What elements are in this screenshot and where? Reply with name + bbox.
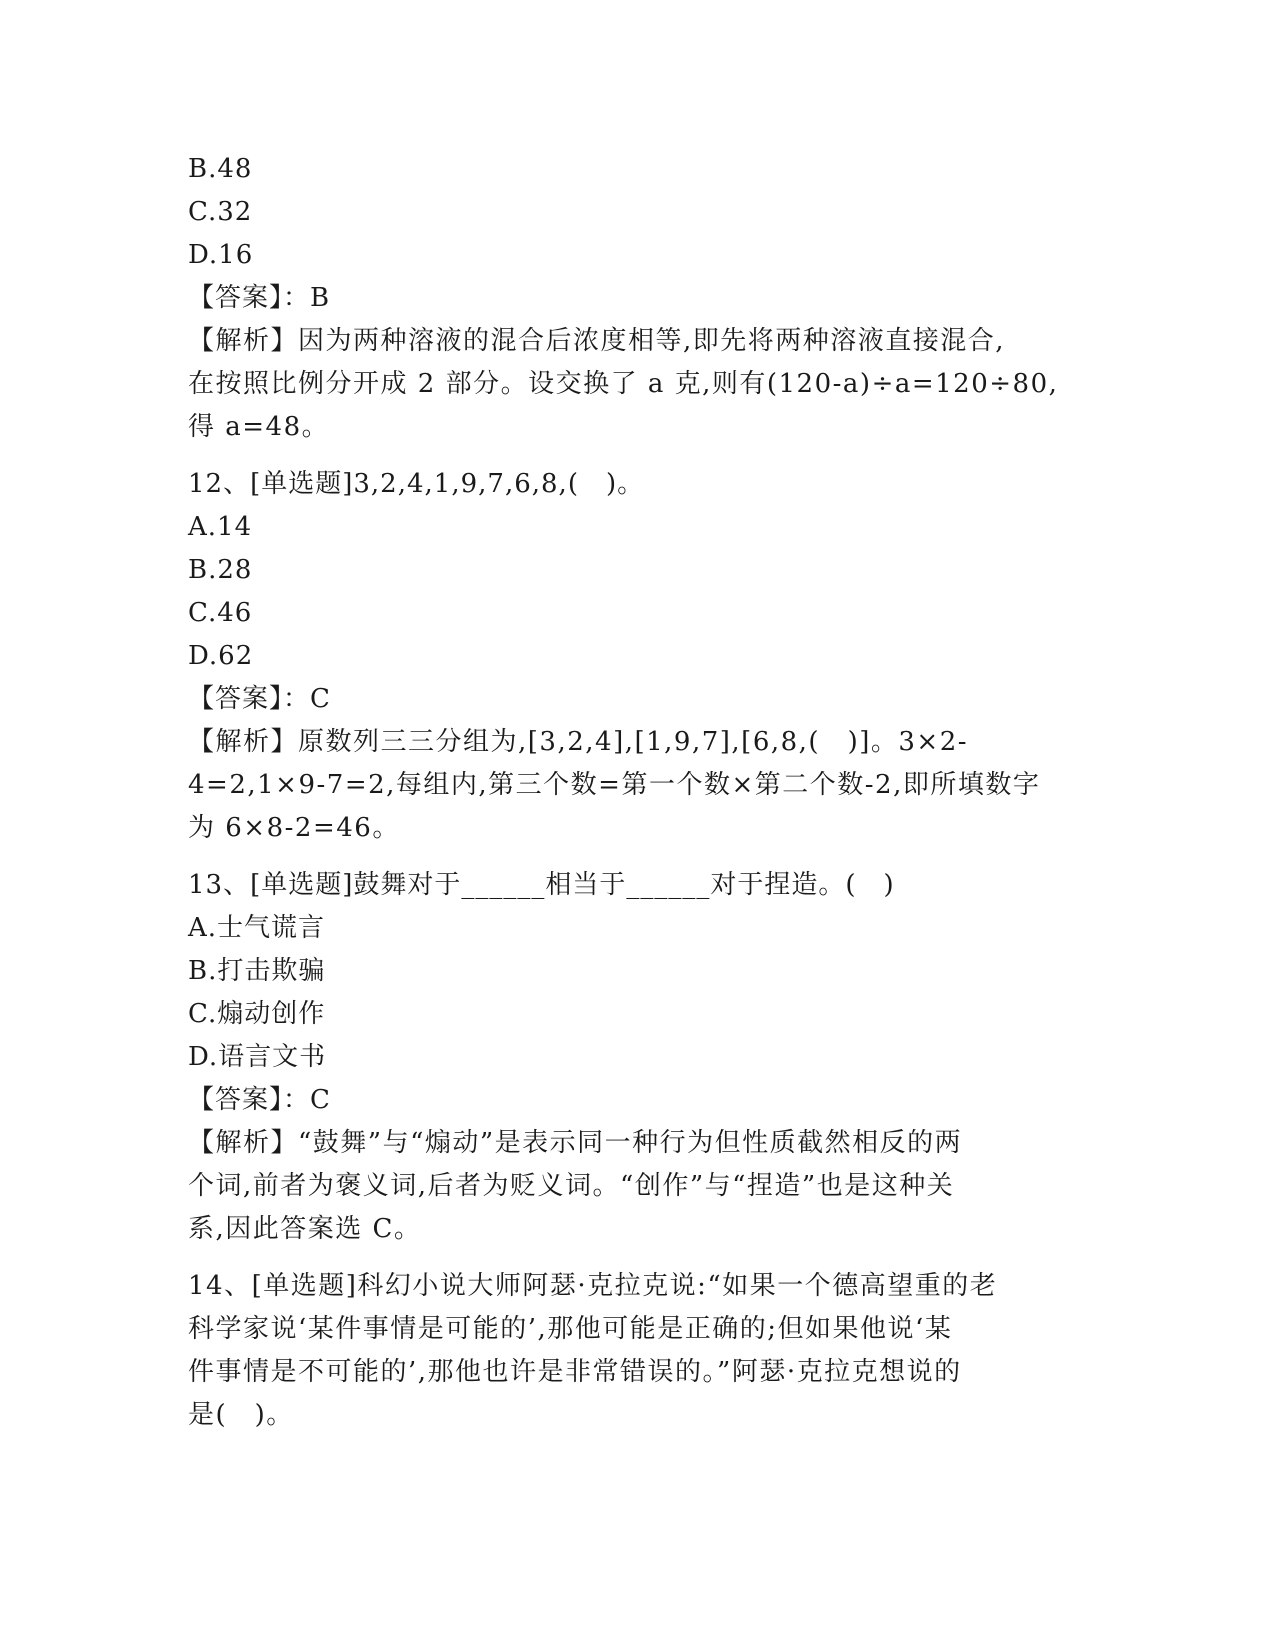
option-b: B.打击欺骗 (188, 956, 326, 986)
question-13 (188, 864, 1088, 1251)
option-c: C.煽动创作 (188, 999, 326, 1029)
question-14 (188, 1265, 1088, 1437)
option-d: D.16 (188, 240, 254, 270)
option-a: A.14 (188, 512, 253, 542)
option-a: A.士气谎言 (188, 913, 326, 943)
analysis-line: 4=2,1×9-7=2,每组内,第三个数=第一个数×第二个数-2,即所填数字 (188, 770, 1041, 800)
question-stem: 12、[单选题]3,2,4,1,9,7,6,8,( )。 (188, 469, 645, 499)
analysis-line: 为 6×8-2=46。 (188, 813, 400, 843)
answer: 【答案】：C (188, 1085, 331, 1115)
option-b: B.28 (188, 555, 253, 585)
option-c: C.32 (188, 197, 253, 227)
analysis-line: 在按照比例分开成 2 部分。设交换了 a 克,则有(120-a)÷a=120÷80, (188, 369, 1059, 399)
analysis-line: 得 a=48。 (188, 412, 330, 442)
option-d: D.语言文书 (188, 1042, 327, 1072)
analysis-line: 个词,前者为褒义词,后者为贬义词。“创作”与“捏造”也是这种关 (188, 1171, 955, 1201)
option-c: C.46 (188, 598, 253, 628)
answer: 【答案】：C (188, 684, 331, 714)
analysis-line: 系,因此答案选 C。 (188, 1214, 422, 1244)
analysis-line: 【解析】原数列三三分组为,[3,2,4],[1,9,7],[6,8,( )]。3×2- (188, 727, 969, 757)
option-d: D.62 (188, 641, 254, 671)
question-12 (188, 463, 1088, 850)
analysis-line: 【解析】因为两种溶液的混合后浓度相等,即先将两种溶液直接混合, (188, 326, 1006, 356)
analysis-line: 【解析】“鼓舞”与“煽动”是表示同一种行为但性质截然相反的两 (188, 1128, 963, 1158)
question-stem-line: 件事情是不可能的’,那他也许是非常错误的。”阿瑟·克拉克想说的 (188, 1357, 962, 1387)
question-stem-line: 科学家说‘某件事情是可能的’,那他可能是正确的;但如果他说‘某 (188, 1314, 953, 1344)
answer: 【答案】：B (188, 283, 331, 313)
document-page (188, 148, 1088, 1437)
question-stem-line: 是( )。 (188, 1400, 294, 1430)
option-b: B.48 (188, 154, 253, 184)
question-stem-line: 14、[单选题]科幻小说大师阿瑟·克拉克说:“如果一个德高望重的老 (188, 1271, 998, 1301)
question-stem: 13、[单选题]鼓舞对于______相当于______对于捏造。( ) (188, 870, 895, 900)
question-11 (188, 148, 1088, 449)
